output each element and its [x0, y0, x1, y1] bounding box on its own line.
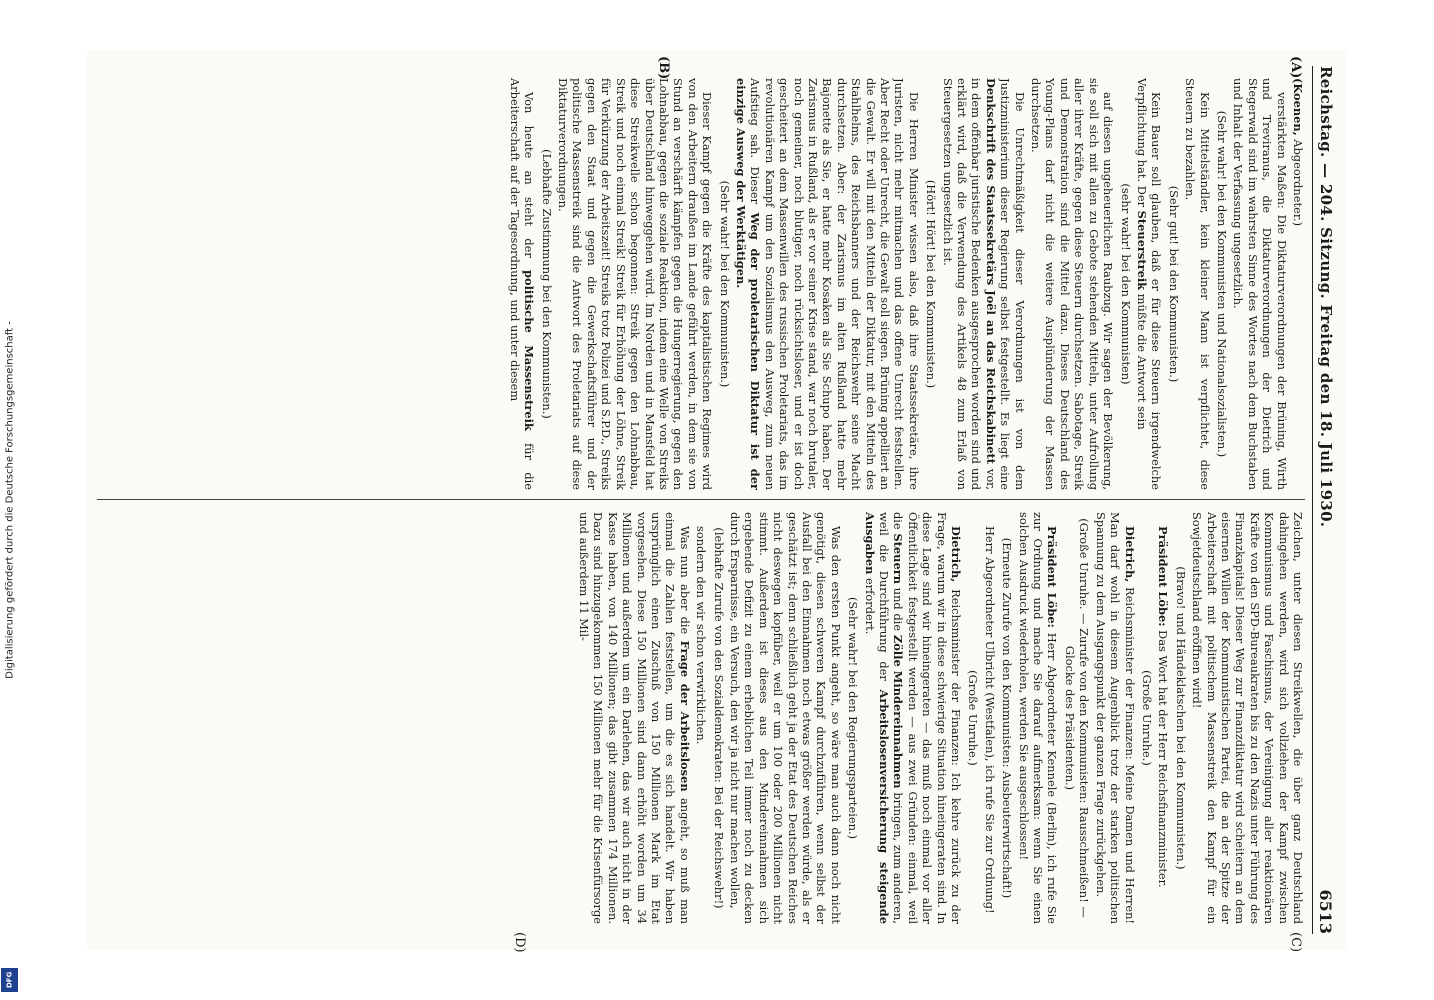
- paragraph: Herr Abgeordneter Ulbricht (Westfalen), ich rufe Sie zur Ordnung!: [982, 526, 997, 914]
- interjection: (Bravo! und Händeklatschen bei den Kommunisten.): [1173, 566, 1188, 870]
- paragraph: Dieser Kampf gegen die Kräfte des kapitalistischen Regimes wird von den Arbeitern draußen im Lande geführt werden, in dem sie von Stund an verschärft kämpfen gegen die Hungerregierung, gegen den Lohnabbau, gegen die soziale Reaktion, indem eine Welle von Streiks über Deutschland hinweggehen wird. Im Norden und in Mansfeld hat diese Streikwelle schon begonnen: Streik gegen den Lohnabbau, Streik und noch einmal Streik! Streik für Erhöhung der Löhne, Streik für Verkürzung der Arbeitszeit! Streiks trotz Polizei und S.P.D., Streiks gegen den Staat und gegen die Gewerkschaftsführer und der politische Massenstreik sind die Antwort des Proletariats auf diese Diktaturverordnungen.: [556, 78, 715, 490]
- paragraph: Die Herren Minister wissen also, daß ihre Staatssekretäre, ihre Juristen, nicht mehr mitmachen und das offene Unrecht feststellen. Aber Recht oder Unrecht, die Gewalt soll siegen. Brüning appelliert an die Gewalt. Er will mit den Mitteln der Diktatur, mit den Mitteln des Stahlhelms, des Reichsbanners und der Reichswehr seine Macht durchsetzen. Aber: der Zarismus im alten Rußland hatte mehr Bajonette als Sie, er hatte mehr Kosaken als Sie Schupo haben. Der Zarismus in Rußland, als er vor seiner Krise stand, war noch brutaler, noch gemeiner, noch blutiger, noch rücksichtsloser, und er ist doch gescheitert an dem Massenwillen des russischen Proletariats, das im revolutionären Kampf um den Sozialismus den Ausweg, zum neuen Aufstieg sah. Dieser Weg der proletarischen Diktatur ist der einzige Ausweg der Werktätigen.: [733, 78, 921, 490]
- interjection: (lebhafte Zurufe von den Sozialdemokraten: Bei der Reichswehr!): [711, 527, 726, 909]
- paragraph: auf diesen ungeheuerlichen Raubzug. Wir sagen der Bevölkerung, sie soll sich mit allen zu Gebote stehenden Mitteln, unter Aufrollung aller ihrer Kräfte, gegen diese Steuern durchsetzen. Sabotage, Streik und Demonstration sind die Mittel dazu. Dieses Deutschland des Young-Plans darf nicht die weitere Ausplünderung der Massen durchsetzen.: [1029, 78, 1116, 490]
- interjection: (Lebhafte Zustimmung bei den Kommunisten.): [539, 149, 554, 419]
- interjection: (Erneute Zurufe von den Kommunisten: Ausbeuterwirtschaft!): [1000, 537, 1015, 899]
- digitization-footer: [0, 0, 20, 1000]
- column-divider: [97, 499, 1305, 500]
- interjection: (Sehr wahr! bei den Kommunisten und Nationalsozialisten.): [1214, 110, 1229, 458]
- interjection: (Sehr gut! bei den Kommunisten.): [1166, 185, 1181, 383]
- paragraph: Dietrich, Reichsminister der Finanzen: Meine Damen und Herren! Man darf wohl in diesem Augenblick trotz der starken politischen Spannung zu dem Ausgangspunkt der ganzen Frage zurückgehen.: [1093, 512, 1137, 924]
- margin-marker-b: (B): [656, 56, 671, 80]
- page-title: Reichstag. — 204. Sitzung. Freitag den 18. Juli 1930.: [1317, 66, 1335, 528]
- margin-marker-c: (C): [1288, 932, 1303, 953]
- paragraph: Zeichen, unter diesen Streikwellen, die über ganz Deutschland dahingehen werden, wird sich vollziehen der Kampf zwischen Kommunismus und Faschismus, der Vereinigung aller reaktionären Kräfte von den SPD-Bureaukraten bis zu den Nazis unter Führung des Finanzkapitals! Dieser Weg zur Finanzdiktatur wird scheitern an dem eisernen Willen der Kommunistischen Partei, die an der Spitze der Arbeiterschaft mit politischem Massenstreik den Kampf für ein Sowjetdeutschland eröffnen wird!: [1190, 512, 1305, 924]
- text-column-right: [97, 512, 1305, 924]
- paragraph: Kein Bauer soll glauben, daß er für diese Steuern irgendwelche Verpflichtung hat. Der Steuerstreik müßte die Antwort sein: [1134, 78, 1164, 490]
- interjection: (Sehr wahr! bei den Regierungsparteien.): [846, 596, 861, 840]
- margin-marker-a: (A): [1288, 56, 1303, 79]
- interjection: (Große Unruhe.): [966, 670, 981, 766]
- paragraph: Was nun aber die Frage der Arbeitslosen angeht, so muß man einmal die Zahlen feststellen, um die es sich handelt. Wir haben ursprünglich einen Zuschuß von 150 Millionen Mark im Etat vorgesehen. Diese 150 Millionen sind dann erhöht worden um 34 Millionen und außerdem um ein Darlehen, das wir auch nicht in der Kasse haben, von 140 Millionen; das gibt zusammen 174 Millionen. Dazu sind hinzugekommen 150 Millionen mehr für die Krisenfürsorge und außerdem 11 Mil-: [576, 512, 692, 924]
- paragraph: Dietrich, Reichsminister der Finanzen: Ich kehre zurück zu der Frage, warum wir in diese schwierige Situation hineingeraten sind. In diese Lage sind wir hineingeraten — das muß noch einmal vor aller Öffentlichkeit festgestellt werden — aus zwei Gründen: einmal, weil die Steuern und die Zölle Mindereinnahmen bringen, zum anderen, weil die Durchführung der Arbeitslosenversicherung steigende Ausgaben erfordert.: [862, 512, 964, 924]
- interjection: (Sehr wahr! bei den Kommunisten.): [717, 180, 732, 388]
- paragraph: Was den ersten Punkt angeht, so wäre man auch dann noch nicht genötigt, diesen schweren Kampf durchzuführen, wenn selbst der Ausfall bei den Einnahmen noch etwas größer werden würde, als er geschätzt ist; denn schließlich geht ja der Etat des Deutschen Reiches nicht deswegen kopfüber, weil er um 100 oder 200 Millionen nicht stimmt. Außerdem ist dieses aus den Mindereinnahmen sich ergebende Defizit zu einem erheblichen Teil immer noch zu decken durch Ersparnisse, ein Versuch, den wir ja nicht nur machen wollen,: [727, 512, 843, 924]
- paragraph: verstärkten Maßen: Die Diktaturverordnungen der Brüning, Wirth und Treviranus, die Diktaturverordnungen der Dietrich und Stegerwald sind im wahrsten Sinne des Wortes nach dem Buchstaben und Inhalt der Verfassung ungesetzlich.: [1231, 78, 1289, 490]
- page-header: [1312, 66, 1339, 934]
- interjection: (Hört! Hört! bei den Kommunisten.): [924, 179, 939, 389]
- paragraph: Kein Mittelständler, kein kleiner Mann ist verpflichtet, diese Steuern zu bezahlen.: [1183, 78, 1212, 490]
- page-number: 6513: [1316, 889, 1336, 934]
- paragraph: (Koenen, Abgeordneter.): [1291, 78, 1305, 227]
- interjection: (sehr wahr! bei den Kommunisten): [1118, 183, 1133, 385]
- interjection: (Große Unruhe. — Zurufe von den Kommunisten: Rausschmeißen! — Glocke des Präsidenten.): [1062, 518, 1092, 918]
- document-page: [87, 50, 1347, 953]
- paragraph: Von heute an steht der politische Massenstreik für die Arbeiterschaft auf der Tagesordnung, und unter diesem: [507, 78, 537, 490]
- paragraph: Präsident Löbe: Herr Abgeordneter Kennele (Berlin), ich rufe Sie zur Ordnung und mache Sie darauf aufmerksam: wenn Sie einen solchen Ausdruck wiederholen, werden Sie ausgeschlossen!: [1016, 512, 1060, 924]
- dfg-logo: DFG: [1, 968, 18, 992]
- text-column-left: [97, 78, 1305, 490]
- paragraph: Präsident Löbe: Das Wort hat der Herr Reichsfinanzminister.: [1156, 526, 1171, 888]
- margin-marker-d: (D): [512, 932, 527, 953]
- paragraph: Die Unrechtmäßigkeit dieser Verordnungen ist von dem Justizministerium dieser Regierung selbst festgestellt. Es liegt eine Denkschrift des Staatssekretärs Joël an das Reichskabinett vor, in dem offenbar juristische Bedenken ausgesprochen worden sind und erklärt wird, daß die Verwendung des Artikels 48 zum Erlaß von Steuergesetzen ungesetzlich ist.: [940, 78, 1027, 490]
- interjection: (Große Unruhe.): [1139, 670, 1154, 766]
- paragraph: sondern den wir schon verwirklichen.: [694, 526, 709, 745]
- footer-credit: Digitalisierung gefördert durch die Deutsche Forschungsgemeinschaft -: [4, 321, 16, 679]
